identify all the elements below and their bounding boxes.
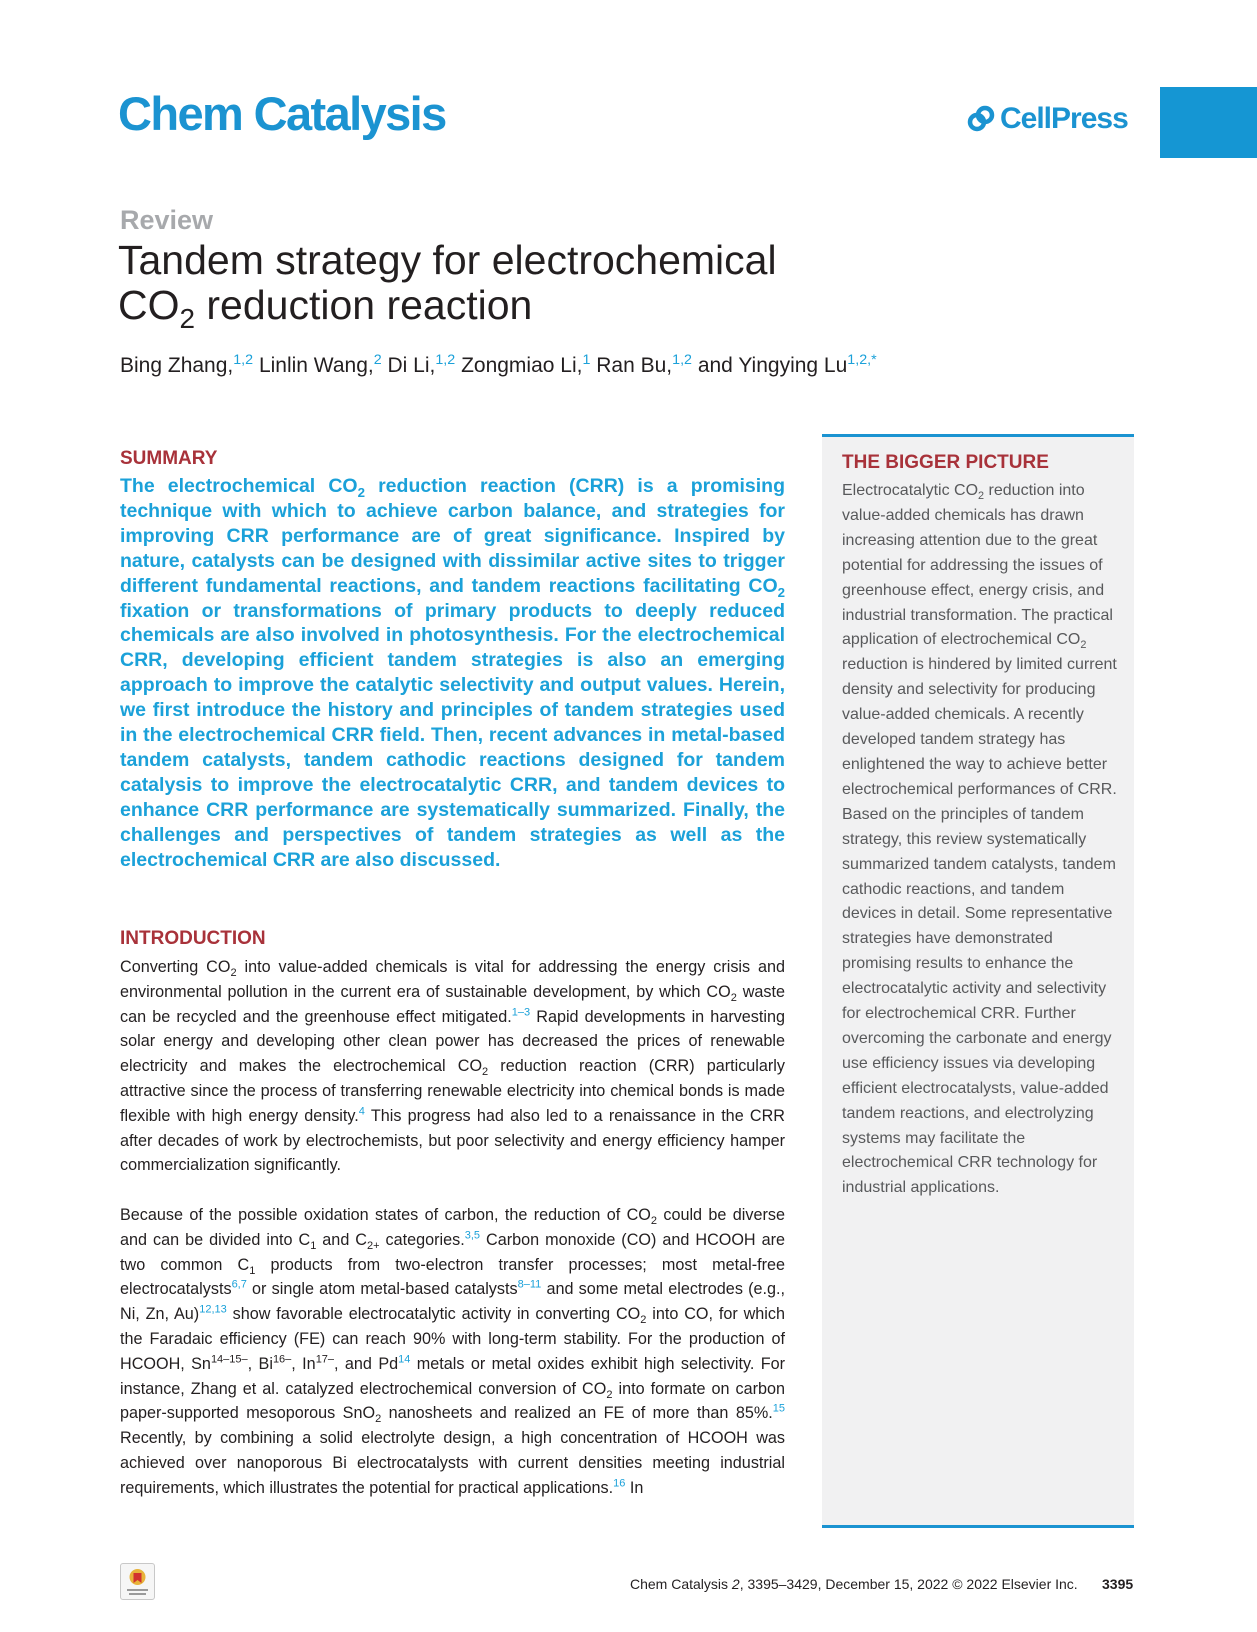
corner-color-tab bbox=[1160, 87, 1257, 158]
bigger-picture-heading: THE BIGGER PICTURE bbox=[842, 452, 1049, 473]
cellpress-logo-text: CellPress bbox=[1000, 102, 1128, 135]
author-name[interactable]: Zongmiao Li, bbox=[461, 354, 583, 377]
journal-title: Chem Catalysis bbox=[118, 87, 446, 140]
author-affiliation[interactable]: 1 bbox=[582, 352, 591, 368]
introduction-paragraph-1: Converting $CO_2$ into value-added chemicals is vital for addressing the energy crisis and environmental pollution in the current era of sustainable development, by which $CO_2$ waste can be recycled and the greenhouse effect mitigated.$^{1-3}$ Rapid developments in harvesting solar energy and developing other clean power has decreased the prices of renewable electricity and makes the electrochemical $CO_2$ reduction reaction (CRR) particularly attractive since the process of transferring renewable electricity into chemical bonds is made flexible with high energy density.$^4$ This progress had also led to a renaissance in the CRR after decades of work by electrochemists, but poor selectivity and energy efficiency hamper commercialization significantly. bbox=[120, 958, 786, 1175]
citation-link[interactable]: 16 bbox=[613, 1477, 626, 1490]
page-number: 3395 bbox=[1102, 1576, 1134, 1592]
author-affiliation[interactable]: 1,2 bbox=[672, 352, 692, 368]
citation-link[interactable]: 14 bbox=[398, 1353, 411, 1366]
title-line-2: reduction reaction bbox=[195, 282, 533, 328]
author-name[interactable]: and Yingying Lu bbox=[697, 354, 848, 377]
author-affiliation[interactable]: 1,2 bbox=[233, 352, 254, 368]
title-line-1: Tandem strategy for electrochemical bbox=[118, 237, 777, 283]
bigger-picture-text: Electrocatalytic $CO_2$ reduction into value-added chemicals has drawn increasing attention due to the great potential for addressing the issues of greenhouse effect, energy crisis, and industrial transformation. The practical application of electrochemical $CO_2$ reduction is hindered by limited current density and selectivity for producing value-added chemicals. A recently developed tandem strategy has enlightened the way to achieve better electrochemical performances of CRR. Based on the principles of tandem strategy, this review systematically summarized tandem catalysts, tandem cathodic reactions, and tandem devices in detail. Some representative strategies have demonstrated promising results to enhance the electrocatalytic activity and selectivity for electrochemical CRR. Further overcoming the carbonate and energy use efficiency issues via developing efficient electrocatalysts, value-added tandem reactions, and electrolyzing systems may facilitate the electrochemical CRR technology for industrial applications. bbox=[842, 482, 1117, 1197]
citation-link[interactable]: 3,5 bbox=[464, 1229, 481, 1242]
citation-link[interactable]: 1–3 bbox=[511, 1006, 531, 1019]
check-for-updates-badge[interactable] bbox=[120, 1563, 155, 1600]
footer-volume: 2 bbox=[731, 1576, 740, 1592]
author-name[interactable]: Bing Zhang, bbox=[120, 354, 234, 377]
title-co: CO bbox=[118, 282, 180, 328]
author-name[interactable]: Ran Bu, bbox=[596, 354, 673, 377]
footer-citation: Chem Catalysis 2, 3395–3429, December 15, 2022 © 2022 Elsevier Inc. bbox=[630, 1576, 1078, 1592]
citation-link[interactable]: 4 bbox=[358, 1105, 365, 1118]
introduction-paragraph-2: Because of the possible oxidation states of carbon, the reduction of $CO_2$ could be diverse and can be divided into $C_1$ and $C_{2+}$ categories.$^{3,5}$ Carbon monoxide (CO) and HCOOH are two common $C_1$ products from two-electron transfer processes; most metal-free electrocatalysts$^{6,7}$ or single atom metal-based catalysts$^{8-11}$ and some metal electrodes (e.g., Ni, Zn, Au)$^{12,13}$ show favorable electrocatalytic activity in converting $CO_2$ into CO, for which the Faradaic efficiency (FE) can reach 90% with long-term stability. For the production of HCOOH, $Sn^{14-15-}$, $Bi^{16-}$, $In^{17-}$, and Pd$^{14}$ metals or metal oxides exhibit high selectivity. For instance, Zhang et al. catalyzed electrochemical conversion of $CO_2$ into formate on carbon paper-supported mesoporous SnO$_2$ nanosheets and realized an FE of more than 85%.$^{15}$ Recently, by combining a solid electrolyte design, a high concentration of HCOOH was achieved over nanoporous Bi electrocatalysts with current densities meeting industrial requirements, which illustrates the potential for practical applications.$^{16}$ In bbox=[120, 1206, 786, 1497]
article-type-label: Review bbox=[120, 205, 214, 235]
author-affiliation[interactable]: 2 bbox=[373, 352, 382, 368]
article-title bbox=[118, 237, 878, 335]
citation-link[interactable]: 6,7 bbox=[231, 1279, 247, 1291]
check-for-updates-icon bbox=[121, 1564, 154, 1599]
author-list bbox=[120, 354, 877, 378]
summary-heading: SUMMARY bbox=[120, 448, 218, 469]
cellpress-logo-icon bbox=[966, 104, 996, 134]
author-affiliation[interactable]: 1,2 bbox=[435, 352, 456, 368]
citation-link[interactable]: 15 bbox=[772, 1402, 785, 1415]
author-affiliation[interactable]: 1,2,* bbox=[847, 352, 877, 368]
citation-link[interactable]: 12,13 bbox=[199, 1303, 227, 1316]
cellpress-logo[interactable] bbox=[966, 102, 1128, 136]
citation-link[interactable]: 8–11 bbox=[517, 1279, 542, 1291]
author-name[interactable]: Di Li, bbox=[387, 354, 436, 377]
author-name[interactable]: Linlin Wang, bbox=[258, 354, 374, 377]
bigger-picture-box bbox=[822, 434, 1134, 1528]
introduction-heading: INTRODUCTION bbox=[120, 928, 266, 949]
title-co-subscript: 2 bbox=[179, 303, 196, 335]
summary-text: The electrochemical $CO_2$ reduction reaction (CRR) is a promising technique with which to achieve carbon balance, and strategies for improving CRR performance are of great significance. Inspired by nature, catalysts can be designed with dissimilar active sites to trigger different fundamental reactions, and tandem reactions facilitating $CO_2$ fixation or transformations of primary products to deeply reduced chemicals are also involved in photosynthesis. For the electrochemical CRR, developing efficient tandem strategies is also an emerging approach to improve the catalytic selectivity and output values. Herein, we first introduce the history and principles of tandem strategies used in the electrochemical CRR field. Then, recent advances in metal-based tandem catalysts, tandem cathodic reactions designed for tandem catalysis to improve the electrocatalytic CRR, and tandem devices to enhance CRR performance are systematically summarized. Finally, the challenges and perspectives of tandem strategies as well as the electrochemical CRR are also discussed. bbox=[120, 475, 786, 871]
